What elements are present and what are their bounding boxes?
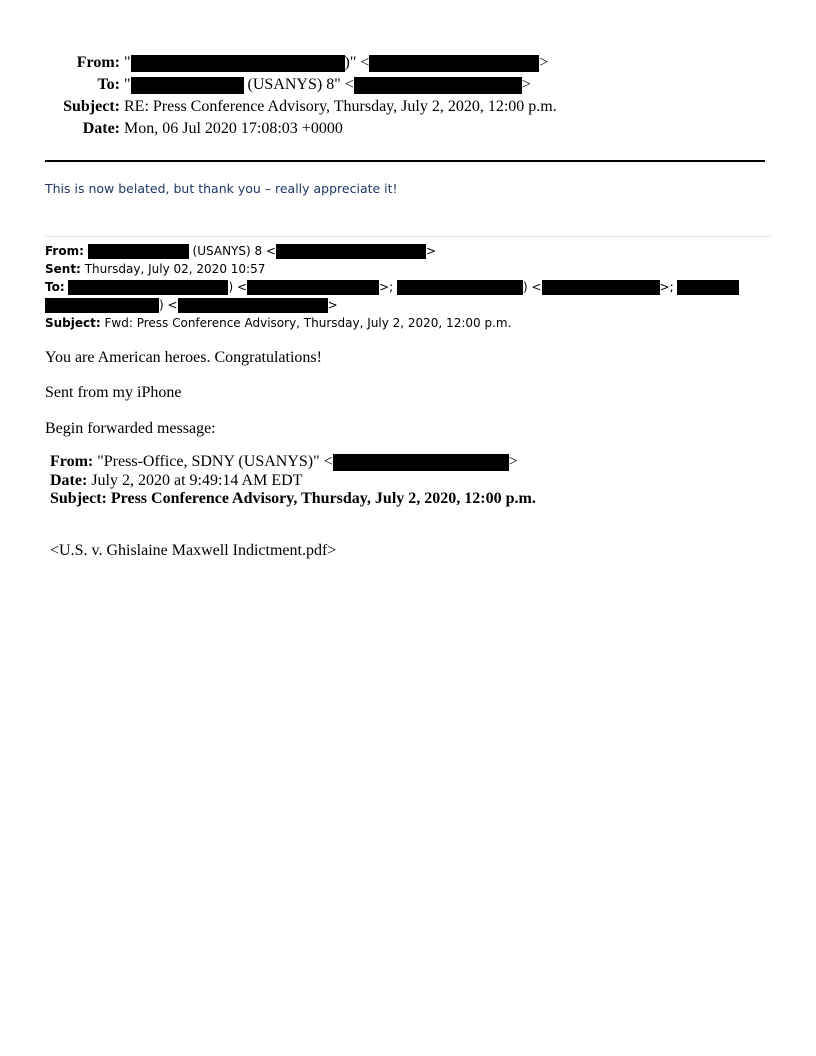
header-subject: RE: Press Conference Advisory, Thursday, July 2, 2020, 12:00 p.m. — [124, 98, 557, 115]
fwd-sent-row — [45, 260, 771, 278]
redaction-block — [68, 280, 228, 295]
header-from-prefix: " — [124, 54, 131, 71]
redaction-block — [131, 55, 345, 72]
attachment-link[interactable]: <U.S. v. Ghislaine Maxwell Indictment.pdf> — [50, 542, 337, 559]
header-to-mid: (USANYS) 8" < — [243, 76, 354, 93]
fwd-to-sep1: ) < — [228, 280, 248, 294]
fwd-from-suffix: > — [426, 244, 437, 258]
header-from-mid: )" < — [344, 54, 370, 71]
redaction-block — [369, 55, 539, 72]
inner-from-row — [50, 453, 536, 472]
header-subject-row — [40, 96, 557, 118]
header-from-suffix: > — [539, 54, 549, 71]
body-line-1: You are American heroes. Congratulations! — [45, 349, 322, 366]
fwd-subject: Fwd: Press Conference Advisory, Thursday, July 2, 2020, 12:00 p.m. — [104, 316, 512, 330]
inner-from-value: "Press-Office, SDNY (USANYS)" < — [97, 453, 333, 470]
fwd-sent: Thursday, July 02, 2020 10:57 — [84, 262, 266, 276]
inner-subject: Press Conference Advisory, Thursday, July 2, 2020, 12:00 p.m. — [110, 490, 536, 507]
fwd-from-mid: (USANYS) 8 < — [188, 244, 276, 258]
redaction-block — [333, 454, 509, 471]
header-divider — [45, 160, 765, 162]
email-header — [40, 52, 557, 140]
inner-date-row — [50, 472, 536, 491]
inner-date-label: Date: — [50, 471, 88, 489]
fwd-sent-label: Sent: — [45, 262, 81, 276]
redaction-block — [397, 280, 523, 295]
body-line-2: Sent from my iPhone — [45, 384, 182, 401]
fwd-to-sep4: >; — [659, 280, 678, 294]
inner-forwarded-header — [50, 453, 536, 509]
header-from-label: From: — [76, 54, 120, 71]
reply-separator — [45, 236, 771, 237]
redaction-block — [131, 77, 244, 94]
inner-subject-row — [50, 490, 536, 509]
redaction-block — [677, 280, 739, 295]
fwd-to-label: To: — [45, 280, 65, 294]
reply-text: This is now belated, but thank you – really appreciate it! — [45, 181, 398, 196]
redaction-block — [45, 298, 159, 313]
fwd-to-row — [45, 278, 771, 296]
header-subject-label: Subject: — [63, 98, 120, 115]
header-to-row — [40, 74, 557, 96]
header-date-label: Date: — [82, 120, 120, 137]
redaction-block — [542, 280, 660, 295]
fwd-subject-label: Subject: — [45, 316, 101, 330]
inner-date: July 2, 2020 at 9:49:14 AM EDT — [91, 471, 303, 489]
redaction-block — [276, 244, 426, 259]
header-to-suffix: > — [521, 76, 531, 93]
redaction-block — [354, 77, 522, 94]
fwd-subject-row — [45, 314, 771, 332]
header-date-row — [40, 118, 557, 140]
inner-from-suffix: > — [508, 453, 518, 470]
fwd-to-suffix: > — [327, 298, 338, 312]
redaction-block — [178, 298, 328, 313]
redaction-block — [88, 244, 189, 259]
fwd-to-sep5: ) < — [159, 298, 178, 312]
inner-subject-label: Subject: — [50, 490, 107, 507]
fwd-to-row-cont — [45, 296, 771, 314]
header-to-label: To: — [97, 76, 120, 93]
fwd-from-row — [45, 242, 771, 260]
fwd-to-sep2: >; — [379, 280, 397, 294]
inner-from-label: From: — [50, 453, 94, 470]
header-from-row — [40, 52, 557, 74]
forwarded-header — [45, 242, 771, 332]
fwd-from-label: From: — [45, 244, 84, 258]
redaction-block — [247, 280, 379, 295]
header-date: Mon, 06 Jul 2020 17:08:03 +0000 — [124, 120, 343, 137]
fwd-to-sep3: ) < — [522, 280, 542, 294]
header-to-prefix: " — [124, 76, 131, 93]
body-line-3: Begin forwarded message: — [45, 420, 216, 437]
